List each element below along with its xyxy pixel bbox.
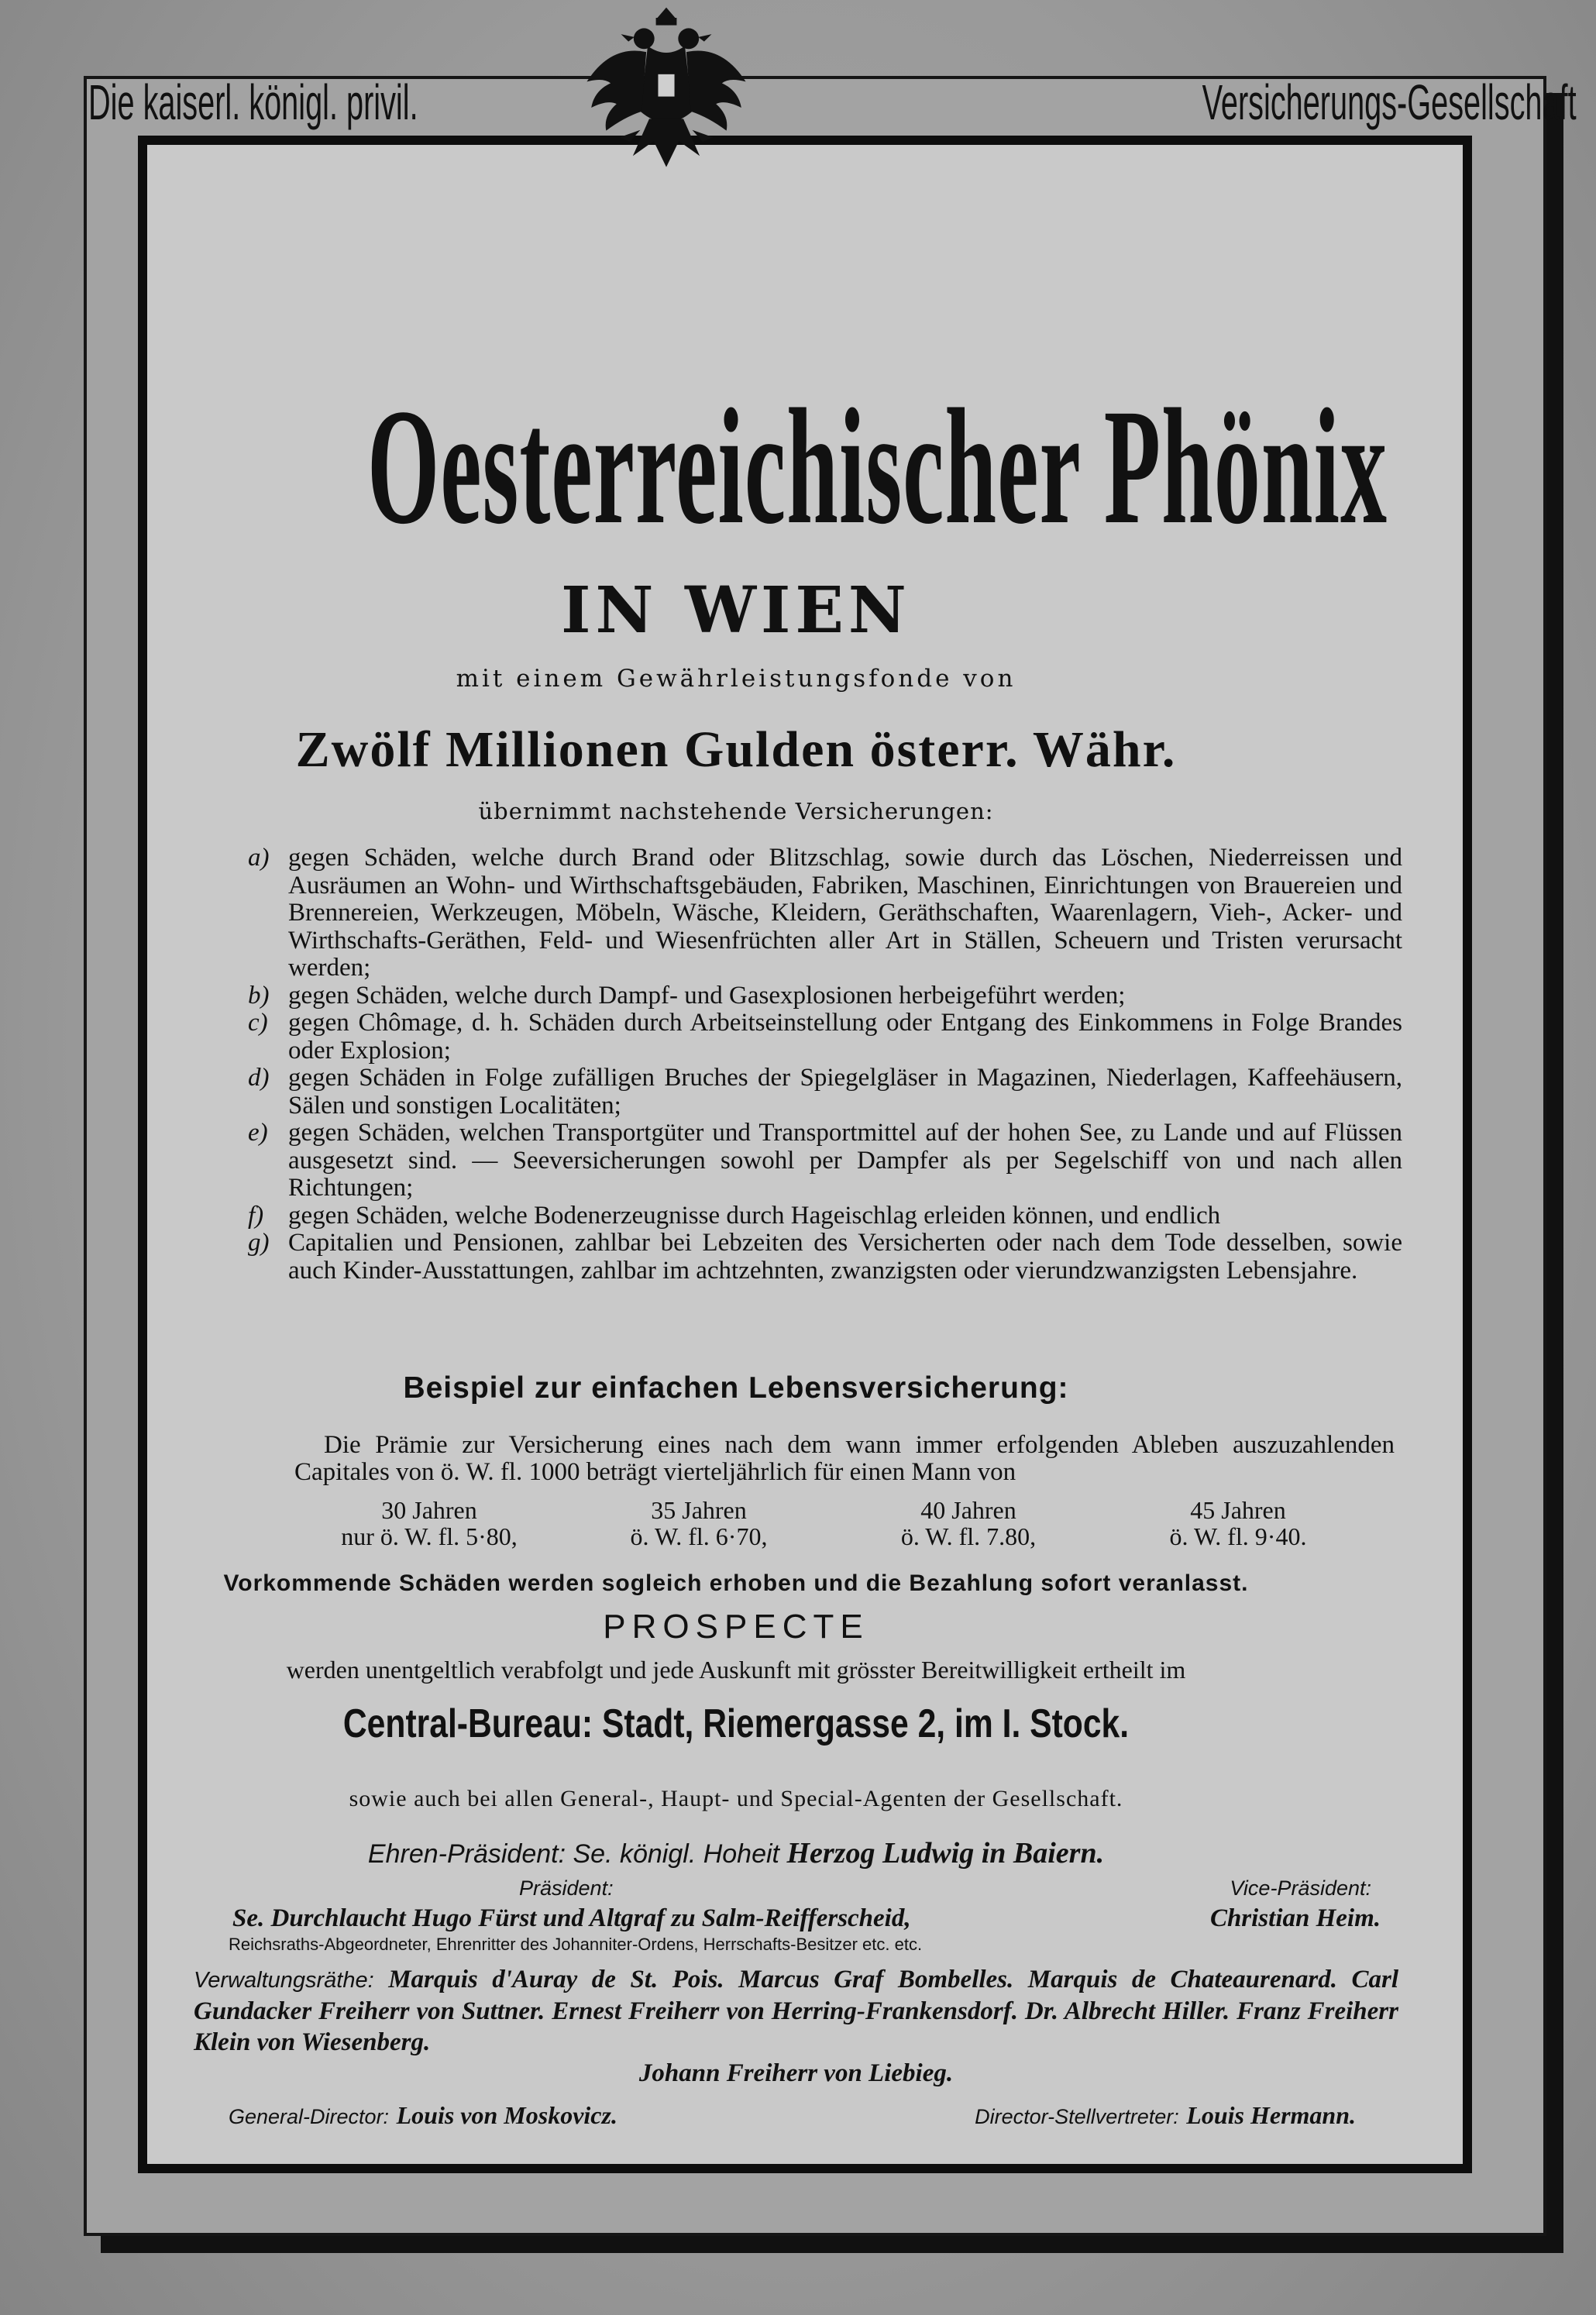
premium-value: ö. W. fl. 6·70, [630, 1522, 768, 1550]
premium-value: nur ö. W. fl. 5·80, [341, 1522, 518, 1550]
list-marker: g) [248, 1229, 270, 1257]
premium-value: ö. W. fl. 7.80, [900, 1522, 1037, 1550]
board-label: Verwaltungsräthe: [194, 1968, 374, 1993]
president-name: Se. Durchlaucht Hugo Fürst und Altgraf zu Salm-Reifferscheid, [232, 1904, 911, 1932]
list-item [248, 982, 1402, 1010]
list-item-text: gegen Schäden, welche durch Dampf- und Gasexplosionen herbeigeführt werden; [288, 981, 1126, 1010]
fund-amount: Zwölf Millionen Gulden österr. Währ. [295, 721, 1177, 778]
honorary-president-name: Herzog Ludwig in Baiern. [786, 1837, 1105, 1870]
list-marker: c) [248, 1009, 268, 1037]
premium-column [1103, 1497, 1373, 1550]
example-text: Die Prämie zur Versicherung eines nach dem wann immer erfolgenden Ableben auszuzahlenden Capitales von ö. W. fl. 1000 beträgt vierteljährlich für einen Mann von [294, 1431, 1395, 1486]
list-item-text: gegen Schäden, welche Bodenerzeugnisse durch Hageischlag erleiden können, und endlich [288, 1201, 1221, 1230]
age-label: 30 Jahren [381, 1496, 477, 1524]
vice-president-label: Vice-Präsident: [1230, 1876, 1371, 1900]
premium-column [564, 1497, 834, 1550]
insurance-list [248, 844, 1402, 1285]
list-item-text: gegen Chômage, d. h. Schäden durch Arbeitseinstellung oder Entgang des Einkommens in Folge Brandes oder Explosion; [288, 1009, 1402, 1065]
header-left-text: Die kaiserl. königl. privil. [88, 74, 418, 130]
age-label: 45 Jahren [1190, 1496, 1286, 1524]
premium-column [294, 1497, 564, 1550]
premium-table [294, 1497, 1379, 1550]
premium-value: ö. W. fl. 9·40. [1169, 1522, 1307, 1550]
list-item [248, 1010, 1402, 1065]
honorary-president-label: Ehren-Präsident: [367, 1839, 566, 1869]
list-item [248, 1065, 1402, 1120]
fund-intro: mit einem Gewährleistungsfonde von [456, 665, 1016, 693]
company-title: Oesterreichischer Phönix [367, 375, 1388, 559]
list-item-text: gegen Schäden, welchen Transportgüter und Transportmittel auf der hohen See, zu Lande und auf Flüssen ausgesetzt sind. — Seeversicherungen sowohl per Dampfer als per Segelschiff von und nach allen Richtungen; [288, 1119, 1402, 1202]
list-item-text: gegen Schäden, welche durch Brand oder Blitzschlag, sowie durch das Löschen, Niederreissen und Ausräumen an Wohn- und Wirthschaftsgebäuden, Fabriken, Maschinen, Einrichtungen von Brauereien und Brennereien, Werkzeugen, Möbeln, Wäsche, Kleidern, Geräthschaften, Waarenlagern, Vieh-, Acker- und Wirthschafts-Geräthen, Feld- und Wiesenfrüchten aller Art in Ställen, Scheuern und Tristen verursacht werden; [288, 844, 1402, 982]
list-item [248, 1120, 1402, 1202]
list-item [248, 1230, 1402, 1285]
central-bureau-address: Central-Bureau: Stadt, Riemergasse 2, im I. Stock. [342, 1701, 1130, 1746]
general-director-label: General-Director: [229, 2105, 390, 2128]
general-director-name: Louis von Moskovicz. [396, 2101, 617, 2129]
list-item-text: Capitalien und Pensionen, zahlbar bei Lebzeiten des Versicherten oder nach dem Tode desselben, sowie auch Kinder-Ausstattungen, zahlbar im achtzehnten, zwanzigsten oder vierundzwanzigsten Lebensjahre. [288, 1229, 1402, 1285]
list-item [248, 844, 1402, 982]
honorary-president [77, 1836, 1395, 1870]
honorary-president-prefix: Se. königl. Hoheit [573, 1839, 779, 1869]
deputy-director [975, 2101, 1356, 2130]
list-item-text: gegen Schäden in Folge zufälligen Bruches der Spiegelgläser in Magazinen, Niederlagen, Kaffeehäusern, Sälen und sonstigen Localitäten; [288, 1064, 1402, 1120]
insurance-intro: übernimmt nachstehende Versicherungen: [478, 798, 994, 824]
list-marker: a) [248, 844, 270, 872]
list-marker: f) [248, 1201, 264, 1230]
board-names: Marquis d'Auray de St. Pois. Marcus Graf Bombelles. Marquis de Chateaurenard. Carl Gundacker Freiherr von Suttner. Ernest Freiherr von Herring-Frankensdorf. Dr. Albrecht Hiller. Franz Freiherr Klein von Wiesenberg. [194, 1966, 1398, 2056]
age-label: 40 Jahren [920, 1496, 1016, 1524]
president-titles: Reichsraths-Abgeordneter, Ehrenritter des Johanniter-Ordens, Herrschafts-Besitzer etc. etc. [229, 1935, 923, 1954]
list-item [248, 1202, 1402, 1230]
president-label: Präsident: [519, 1876, 614, 1900]
general-director [229, 2101, 617, 2130]
header-right-text: Versicherungs-Gesellschaft [1202, 74, 1577, 130]
agents-line: sowie auch bei allen General-, Haupt- und Special-Agenten der Gesellschaft. [349, 1786, 1123, 1811]
vice-president-name: Christian Heim. [1209, 1904, 1381, 1932]
board-of-directors [194, 1964, 1398, 2089]
double-headed-eagle-icon [577, 0, 755, 178]
claims-note: Vorkommende Schäden werden sogleich erhoben und die Bezahlung sofort veranlasst. [223, 1570, 1249, 1596]
list-marker: d) [248, 1064, 270, 1092]
list-marker: b) [248, 981, 270, 1010]
age-label: 35 Jahren [651, 1496, 747, 1524]
deputy-director-label: Director-Stellvertreter: [975, 2105, 1179, 2128]
prospecte-heading: PROSPECTE [603, 1608, 869, 1646]
premium-column [834, 1497, 1103, 1550]
city-subtitle: IN WIEN [561, 573, 911, 648]
deputy-director-name: Louis Hermann. [1186, 2101, 1356, 2129]
example-heading: Beispiel zur einfachen Lebensversicherung: [403, 1371, 1069, 1405]
board-last-name: Johann Freiherr von Liebieg. [638, 2059, 954, 2087]
list-marker: e) [248, 1119, 268, 1147]
prospecte-text: werden unentgeltlich verabfolgt und jede Auskunft mit grösster Bereitwilligkeit ertheilt im [286, 1656, 1186, 1684]
